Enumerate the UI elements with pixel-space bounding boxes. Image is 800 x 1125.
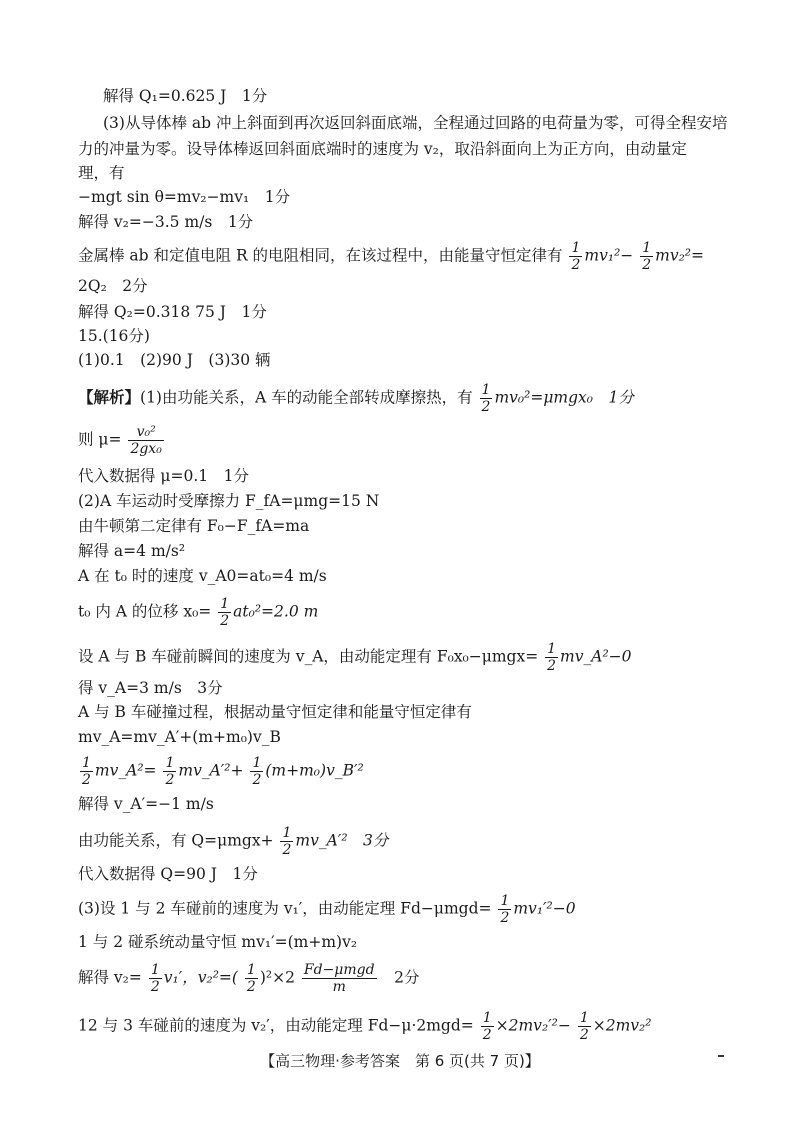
fraction-half: $\frac{1}{2}$ (246, 962, 256, 995)
line-va-result: 得 v_A=3 m/s 3分 (78, 679, 223, 697)
line-12-3-term2: ×2mv₂² (592, 1016, 652, 1035)
line-12-3-text: 12 与 3 车碰前的速度为 v₂′，由动能定理 Fd−μ·2mgd= (78, 1016, 474, 1035)
line-part3-intro: (3)从导体棒 ab 冲上斜面到再次返回斜面底端，全程通过回路的电荷量为零，可得全程安培 (103, 114, 728, 132)
fraction-half: $\frac{1}{2}$ (547, 641, 557, 674)
line-mu-formula (78, 424, 166, 457)
v2-formula-pow: )²×2 (259, 968, 295, 987)
line-momentum-eq: −mgt sin θ=mv₂−mv₁ 1分 (78, 188, 291, 206)
line-a-result: 解得 a=4 m/s² (78, 542, 186, 560)
line-v2-formula (78, 962, 419, 995)
fraction-half: $\frac{1}{2}$ (500, 893, 510, 926)
analysis-text: (1)由功能关系，A 车的动能全部转成摩擦热，有 (140, 388, 473, 407)
x0-eq: at₀²=2.0 m (233, 602, 319, 621)
fraction-half: $\frac{1}{2}$ (165, 755, 175, 788)
fraction-half: $\frac{1}{2}$ (642, 240, 652, 273)
fraction-half: $\frac{1}{2}$ (282, 825, 292, 858)
line-momentum-ab: mv_A=mv_A′+(m+m₀)v_B (78, 728, 281, 746)
v2-formula-mid: v₁′，v₂²=( (163, 968, 238, 987)
page-footer (0, 1050, 800, 1071)
energy-term1: mv₁²− (584, 246, 634, 265)
page-mark (718, 1055, 724, 1057)
line-analysis-1 (78, 382, 634, 415)
x0-label: t₀ 内 A 的位移 x₀= (78, 602, 212, 621)
line-q-result: 代入数据得 Q=90 J 1分 (78, 865, 258, 883)
energy-ab-term2: (m+m₀)v_B′² (265, 761, 364, 780)
line-energy-ab (78, 755, 364, 788)
fraction-half: $\frac{1}{2}$ (82, 755, 91, 788)
footer-text: 【高三物理·参考答案 第 6 页(共 7 页)】 (260, 1052, 540, 1070)
q-formula-eq: mv_A′² 3分 (295, 831, 389, 850)
line-collision-intro: A 与 B 车碰撞过程，根据动量守恒定律和能量守恒定律有 (78, 703, 472, 721)
line-mu-result: 代入数据得 μ=0.1 1分 (78, 467, 250, 485)
fraction-half: $\frac{1}{2}$ (579, 1010, 589, 1043)
v2-formula-text: 解得 v₂= (78, 968, 142, 987)
fraction-half: $\frac{1}{2}$ (571, 240, 581, 273)
mu-label: 则 μ= (78, 430, 122, 449)
line-q-formula (78, 825, 388, 858)
fraction-half: $\frac{1}{2}$ (150, 962, 160, 995)
line-va0: A 在 t₀ 时的速度 v_A0=at₀=4 m/s (78, 567, 327, 585)
line-va-prime: 解得 v_A′=−1 m/s (78, 795, 214, 813)
line-q2-result: 解得 Q₂=0.318 75 J 1分 (78, 303, 267, 321)
line-2q2: 2Q₂ 2分 (78, 277, 148, 295)
line-q15-answers: (1)0.1 (2)90 J (3)30 辆 (78, 351, 271, 369)
analysis-label: 【解析】 (78, 387, 141, 407)
part3-15-text: (3)设 1 与 2 车碰前的速度为 v₁′，由动能定理 Fd−μmgd= (78, 899, 492, 918)
energy-ab-term1: mv_A′²+ (178, 761, 244, 780)
line-momentum-12: 1 与 2 碰系统动量守恒 mv₁′=(m+m)v₂ (78, 933, 358, 951)
line-part3-cont2: 理，有 (78, 164, 125, 182)
line-x0 (78, 596, 318, 629)
line-work-energy (78, 641, 632, 674)
fraction-half: $\frac{1}{2}$ (482, 1010, 492, 1043)
energy-text: 金属棒 ab 和定值电阻 R 的电阻相同，在该过程中，由能量守恒定律有 (78, 246, 563, 265)
fraction-half: $\frac{1}{2}$ (220, 596, 230, 629)
fraction-half: $\frac{1}{2}$ (252, 755, 262, 788)
line-part3-15 (78, 893, 576, 926)
energy-ab-lhs: mv_A²= (94, 761, 157, 780)
line-friction: (2)A 车运动时受摩擦力 F_fA=μmg=15 N (78, 492, 380, 510)
energy-term2: mv₂²= (655, 246, 705, 265)
part3-15-eq: mv₁′²−0 (513, 899, 576, 918)
line-q15-title: 15.(16分) (78, 327, 150, 345)
analysis-eq: mv₀²=μmgx₀ 1分 (494, 388, 634, 407)
line-12-3 (78, 1010, 651, 1043)
q-formula-text: 由功能关系，有 Q=μmgx+ (78, 831, 274, 850)
line-part3-cont: 力的冲量为零。设导体棒返回斜面底端时的速度为 v₂，取沿斜面向上为正方向，由动量定 (78, 140, 687, 158)
work-energy-text: 设 A 与 B 车碰前瞬间的速度为 v_A，由动能定理有 F₀x₀−μmgx= (78, 647, 539, 666)
line-q1-result: 解得 Q₁=0.625 J 1分 (103, 87, 268, 105)
work-energy-eq: mv_A²−0 (560, 647, 632, 666)
line-v2-result: 解得 v₂=−3.5 m/s 1分 (78, 213, 254, 231)
fraction-mu: $\frac{\text{v₀²}}{\text{2gx₀}}$ (130, 424, 162, 457)
line-12-3-term1: ×2mv₂′²− (495, 1016, 571, 1035)
fraction-half: $\frac{1}{2}$ (481, 382, 491, 415)
line-newton: 由牛顿第二定律有 F₀−F_fA=ma (78, 517, 310, 535)
v2-formula-score: 2分 (378, 968, 420, 987)
fraction-work: $\frac{\text{Fd−μmgd}}{m}$ (303, 962, 375, 995)
line-energy-eq (78, 240, 704, 273)
